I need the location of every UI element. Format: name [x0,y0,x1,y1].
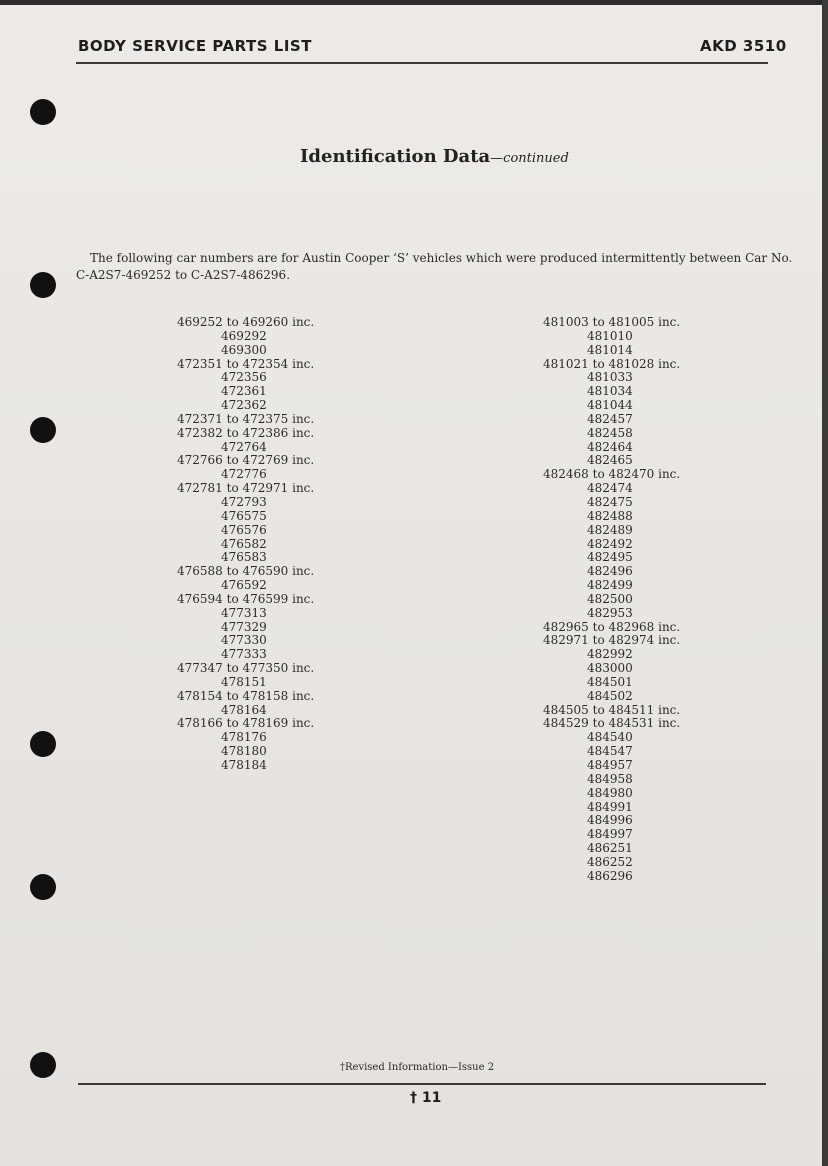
car-number-entry: 484996 [587,813,633,828]
page-title-main: Identification Data [300,146,491,167]
scan-top-edge [0,0,828,5]
car-number-entry: 486252 [587,854,633,869]
car-number-entry: 476582 [221,536,267,551]
footer-divider [78,1083,766,1085]
car-number-entry: 472781 to 472971 inc. [177,481,315,496]
car-number-entry: 481044 [587,398,633,413]
car-number-entry: 482475 [587,494,633,509]
car-number-entry: 472793 [221,494,267,509]
car-number-entry: 477313 [221,605,267,620]
car-number-entry: 469292 [221,328,267,343]
car-number-entry: 482992 [587,647,633,662]
car-number-entry: 482953 [587,605,633,620]
car-number-entry: 476583 [221,550,267,565]
car-number-entry: 472356 [221,370,267,385]
header-document-code: AKD 3510 [700,37,787,55]
car-number-entry: 484529 to 484531 inc. [543,716,681,731]
car-number-entry: 476575 [221,508,267,523]
car-number-entry: 484547 [587,744,633,759]
punch-hole [30,417,56,443]
car-number-entry: 482474 [587,481,633,496]
car-number-entry: 476588 to 476590 inc. [177,564,315,579]
car-number-entry: 469300 [221,342,267,357]
car-number-entry: 482465 [587,453,633,468]
car-number-entry: 482468 to 482470 inc. [543,467,681,482]
car-number-entry: 482464 [587,439,633,454]
car-number-entry: 476576 [221,522,267,537]
car-number-entry: 482500 [587,591,633,606]
car-number-entry: 477330 [221,633,267,648]
car-number-entry: 484505 to 484511 inc. [543,702,681,717]
car-number-entry: 484501 [587,674,633,689]
car-number-entry: 484957 [587,758,633,772]
car-number-entry: 472362 [221,398,267,413]
car-number-entry: 478176 [221,730,267,745]
car-number-entry: 477333 [221,647,267,662]
car-number-entry: 482489 [587,522,633,537]
punch-hole [30,272,56,298]
car-number-entry: 477347 to 477350 inc. [177,661,315,676]
car-number-entry: 481003 to 481005 inc. [543,315,681,329]
car-number-entry: 477329 [221,619,267,634]
intro-line-1: The following car numbers are for Austin Cooper ‘S’ vehicles which were produced intermittently between Car No. [90,251,793,265]
car-number-entry: 469252 to 469260 inc. [177,315,315,329]
car-number-entry: 482965 to 482968 inc. [543,619,681,634]
page-title [300,146,569,167]
car-number-entry: 481034 [587,384,633,399]
car-number-entry: 472382 to 472386 inc. [177,425,315,440]
car-number-entry: 472361 [221,384,267,399]
car-number-entry: 483000 [587,661,633,676]
car-number-entry: 481010 [587,328,633,343]
car-number-entry: 484991 [587,799,633,814]
intro-line-2: C-A2S7-469252 to C-A2S7-486296. [76,268,291,282]
punch-hole [30,1052,56,1078]
car-number-entry: 482496 [587,564,633,579]
car-number-entry: 482499 [587,578,633,593]
punch-hole [30,731,56,757]
car-number-entry: 482971 to 482974 inc. [543,633,681,648]
car-number-entry: 478151 [221,674,267,689]
car-number-entry: 476594 to 476599 inc. [177,591,315,606]
intro-paragraph [76,250,793,284]
scan-right-edge [822,0,828,1166]
car-number-entry: 484540 [587,730,633,745]
car-number-entry: 476592 [221,578,267,593]
car-number-entry: 472776 [221,467,267,482]
car-number-entry: 478184 [221,758,267,772]
car-number-entry: 481014 [587,342,633,357]
punch-hole [30,874,56,900]
car-number-entry: 484958 [587,771,633,786]
car-number-entry: 484980 [587,785,633,800]
car-numbers-left-column [177,316,314,773]
car-number-entry: 478154 to 478158 inc. [177,688,315,703]
car-number-entry: 482458 [587,425,633,440]
page-title-suffix: —continued [490,151,569,166]
car-number-entry: 478164 [221,702,267,717]
car-numbers-right-column [543,316,680,884]
car-number-entry: 482457 [587,411,633,426]
car-number-entry: 472766 to 472769 inc. [177,453,315,468]
car-number-entry: 482492 [587,536,633,551]
car-number-entry: 481033 [587,370,633,385]
car-number-entry: 481021 to 481028 inc. [543,356,681,371]
punch-hole [30,99,56,125]
car-number-entry: 482495 [587,550,633,565]
car-number-entry: 484997 [587,827,633,842]
car-number-entry: 472371 to 472375 inc. [177,411,315,426]
car-number-entry: 478166 to 478169 inc. [177,716,315,731]
car-number-entry: 482488 [587,508,633,523]
car-number-entry: 472764 [221,439,267,454]
car-number-entry: 472351 to 472354 inc. [177,356,315,371]
car-number-entry: 486251 [587,841,633,856]
car-number-entry: 484502 [587,688,633,703]
revision-footnote: †Revised Information—Issue 2 [340,1062,495,1073]
car-number-entry: 478180 [221,744,267,759]
header-title: BODY SERVICE PARTS LIST [78,37,312,55]
car-number-entry: 486296 [587,868,633,883]
page-number: † 11 [410,1090,442,1106]
header-divider [76,62,768,64]
